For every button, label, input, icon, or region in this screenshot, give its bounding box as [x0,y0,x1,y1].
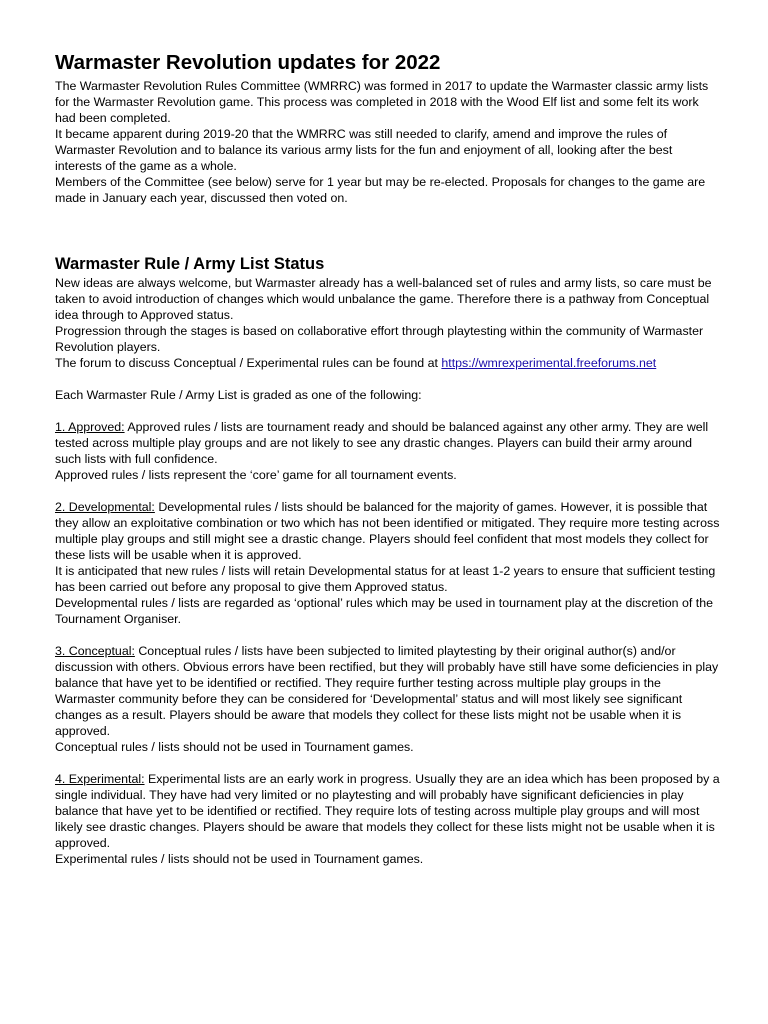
section-heading-status: Warmaster Rule / Army List Status [55,255,325,273]
grade-approved [55,419,720,467]
status-paragraph-1: New ideas are always welcome, but Warmaster already has a well-balanced set of rules and army lists, so care must be taken to avoid introduction of changes which would unbalance the game. Therefore there is a pathway from Conceptual idea through to Approved status. [55,276,712,322]
grade-conceptual [55,643,720,739]
blank-line [55,371,720,387]
grade-developmental-note-1: It is anticipated that new rules / lists will retain Developmental status for at least 1-2 years to ensure that sufficient testing has been carried out before any proposal to give them Approved status. [55,564,716,594]
blank-line [55,627,720,643]
forum-link[interactable]: https://wmrexperimental.freeforums.net [441,356,657,370]
blank-line [55,483,720,499]
grade-label-developmental: 2. Developmental: [55,500,155,514]
grade-label-approved: 1. Approved: [55,420,125,434]
page-title: Warmaster Revolution updates for 2022 [55,51,441,74]
intro-paragraph-2: It became apparent during 2019-20 that the WMRRC was still needed to clarify, amend and improve the rules of Warmaster Revolution and to balance its various army lists for the fun and enjoyment of all, looking after the best interests of the game as a whole. [55,127,673,173]
grade-experimental [55,771,720,851]
grade-text-developmental: Developmental rules / lists should be balanced for the majority of games. However, it is possible that they allow an exploitative combination or two which has not been identified or mitigated. They require more testing across multiple play groups and still might see a drastic change. Players should feel confident that most models they collect for these lists will be usable when it is approved. [55,500,720,562]
grade-text-approved: Approved rules / lists are tournament ready and should be balanced against any other army. They are well tested across multiple play groups and are not likely to see any drastic changes. Players can build their army around such lists with full confidence. [55,420,709,466]
grade-label-experimental: 4. Experimental: [55,772,145,786]
grade-text-experimental: Experimental lists are an early work in progress. Usually they are an idea which has been proposed by a single individual. They have had very limited or no playtesting and will probably have significant deficiencies in play balance that have yet to be identified or rectified. They require lots of testing across multiple play groups and will most likely see drastic changes. Players should be aware that models they collect for these lists might not be usable when it is approved. [55,772,720,850]
document-page [55,50,720,867]
grade-experimental-note: Experimental rules / lists should not be used in Tournament games. [55,852,424,866]
section-spacer [55,206,720,254]
graded-paragraph: Each Warmaster Rule / Army List is graded as one of the following: [55,388,422,402]
grade-text-conceptual: Conceptual rules / lists have been subjected to limited playtesting by their original author(s) and/or discussion with others. Obvious errors have been rectified, but they will probably have still have some deficiencies in play balance that have yet to be identified or rectified. They require further testing across multiple play groups in the Warmaster community before they can be considered for ‘Developmental’ status and will most likely see significant changes as a result. Players should be aware that models they collect for these lists might not be usable when it is approved. [55,644,719,738]
blank-line [55,755,720,771]
intro-paragraph-3: Members of the Committee (see below) serve for 1 year but may be re-elected. Proposals for changes to the game are made in January each year, discussed then voted on. [55,175,706,205]
grade-developmental [55,499,720,563]
blank-line [55,403,720,419]
intro-paragraph-1: The Warmaster Revolution Rules Committee (WMRRC) was formed in 2017 to update the Warmaster classic army lists for the Warmaster Revolution game. This process was completed in 2018 with the Wood Elf list and some felt its work had been completed. [55,79,709,125]
forum-paragraph [55,355,720,371]
grade-developmental-note-2: Developmental rules / lists are regarded as ‘optional’ rules which may be used in tournament play at the discretion of the Tournament Organiser. [55,596,713,626]
status-paragraph-2: Progression through the stages is based on collaborative effort through playtesting within the community of Warmaster Revolution players. [55,324,704,354]
grade-conceptual-note: Conceptual rules / lists should not be used in Tournament games. [55,740,414,754]
grade-approved-note: Approved rules / lists represent the ‘core’ game for all tournament events. [55,468,457,482]
grade-label-conceptual: 3. Conceptual: [55,644,135,658]
forum-text: The forum to discuss Conceptual / Experimental rules can be found at [55,356,442,370]
